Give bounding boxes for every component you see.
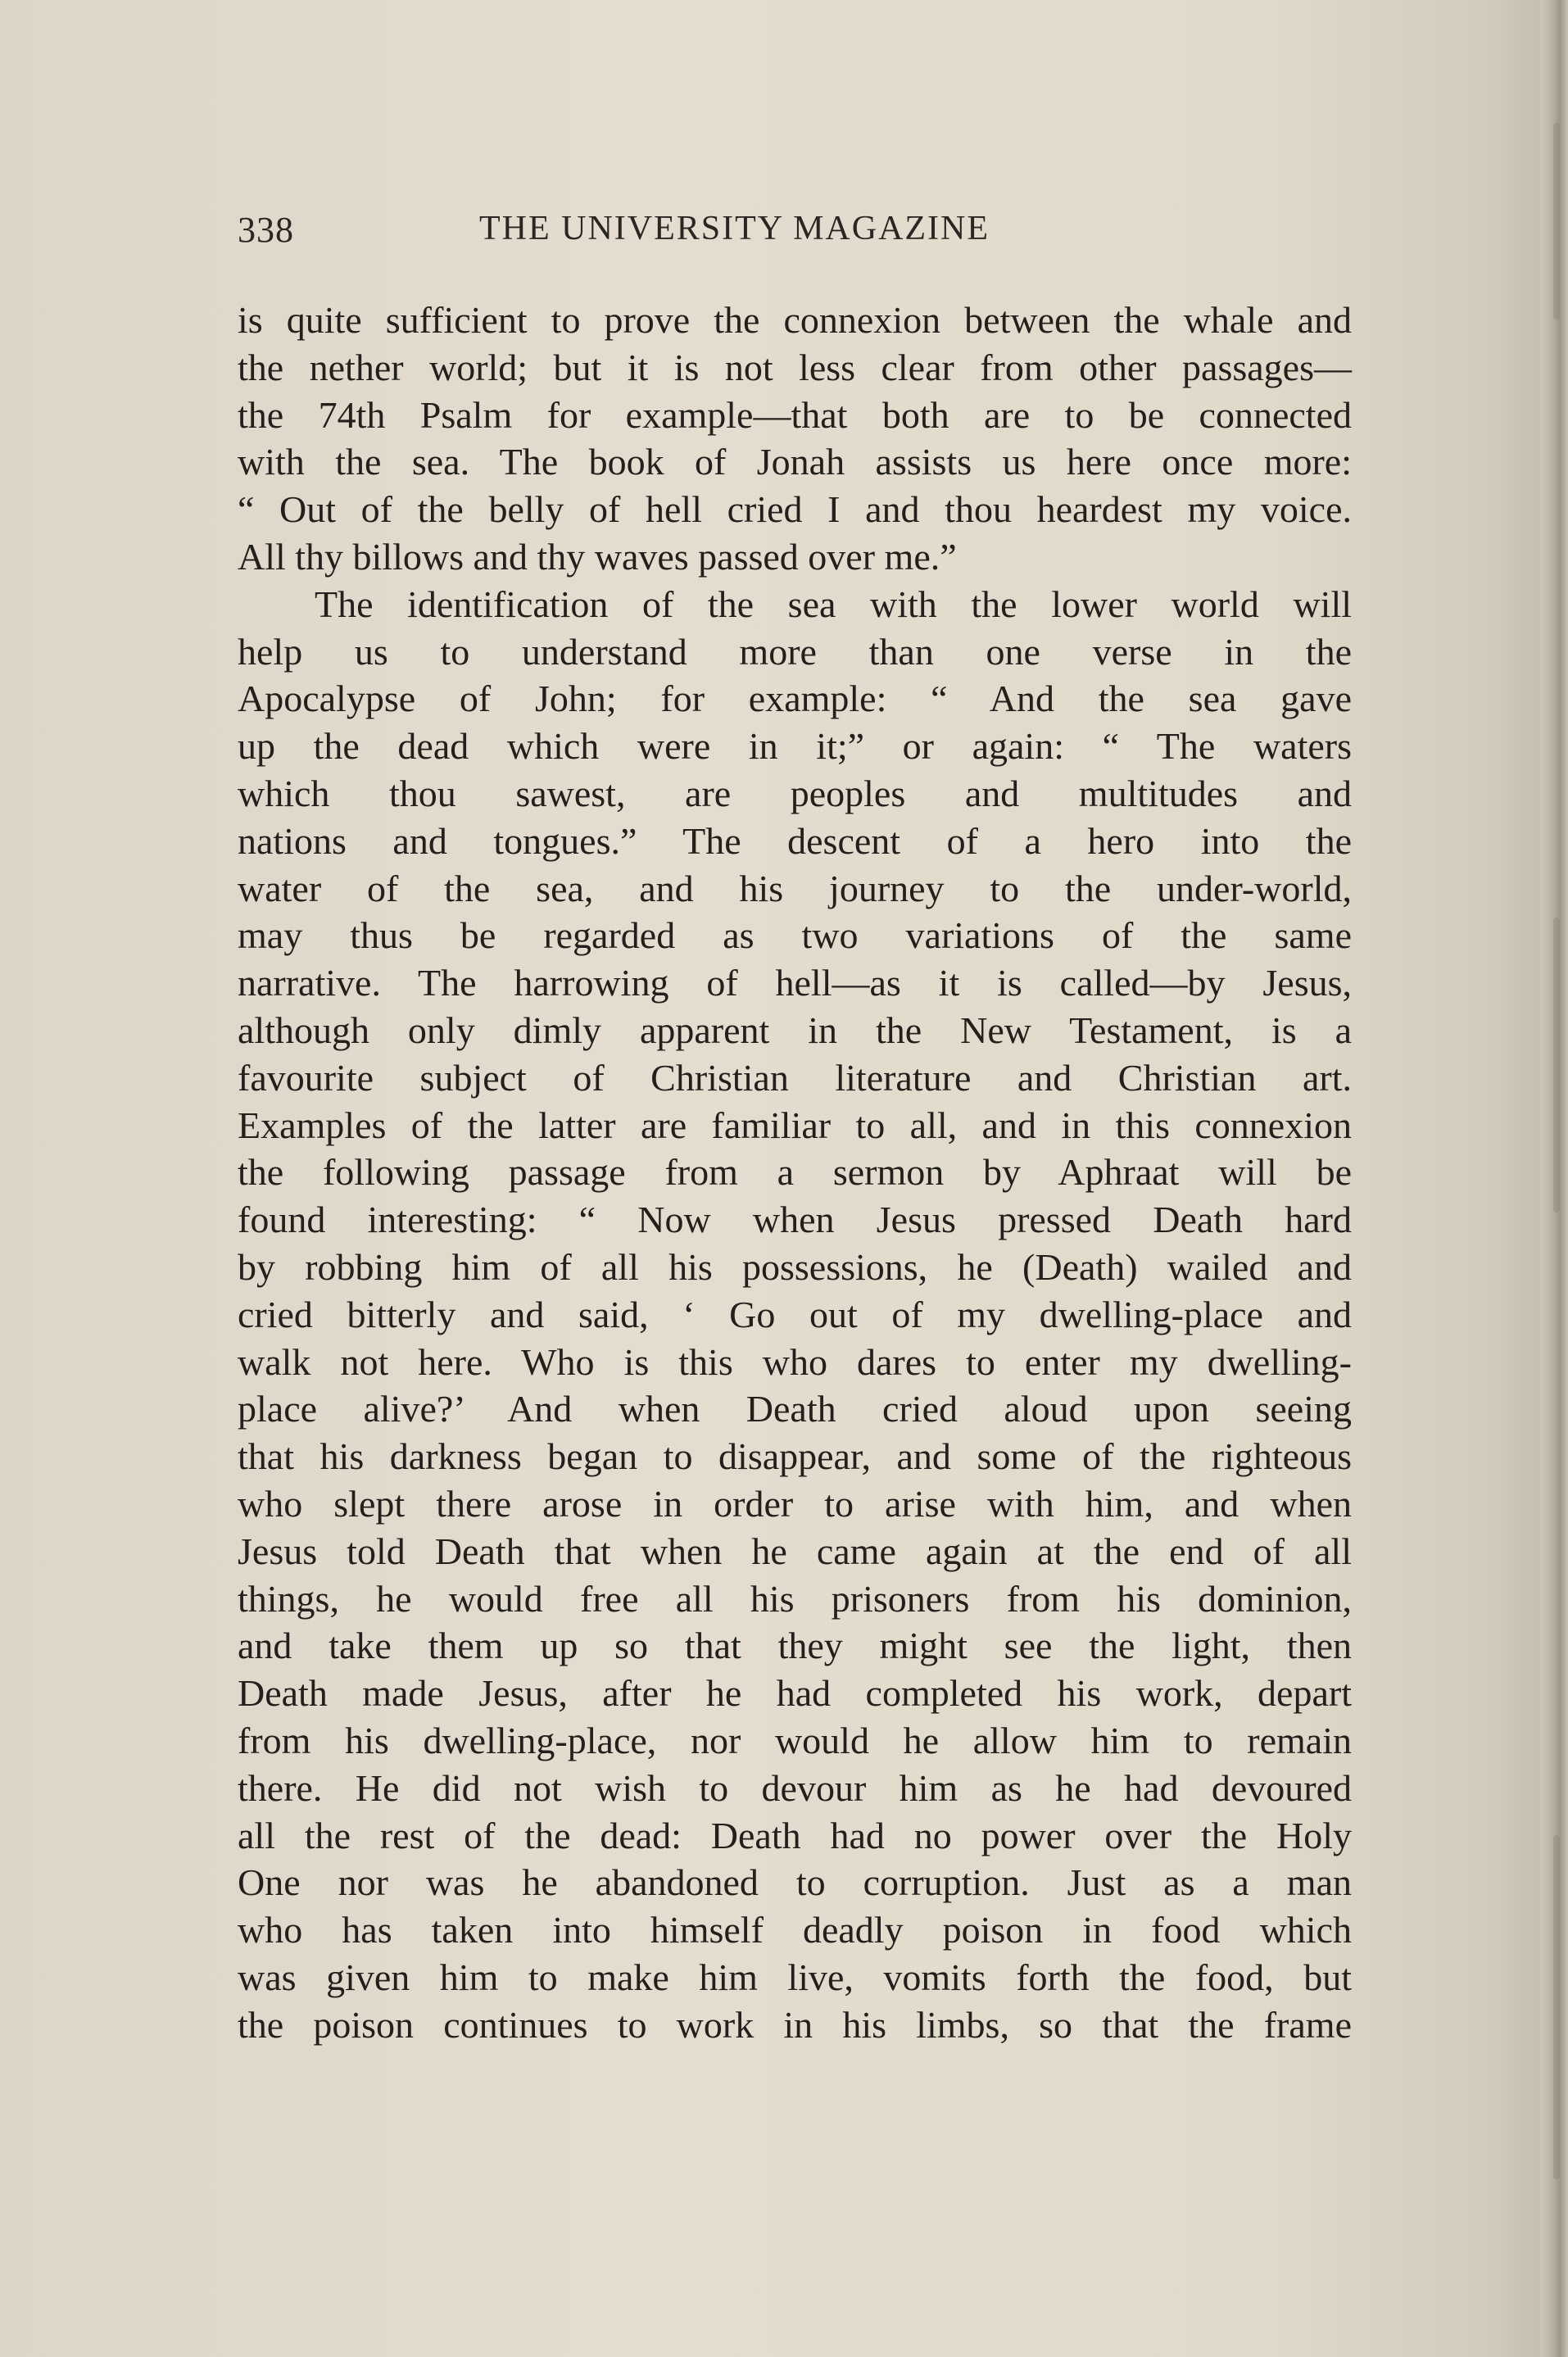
body-text — [238, 297, 1352, 2048]
text-line: who has taken into himself deadly poison in food which — [238, 1909, 1352, 1951]
text-line: by robbing him of all his possessions, he (Death) wailed and — [238, 1245, 1352, 1288]
text-line: place alive?’ And when Death cried aloud upon seeing — [238, 1388, 1352, 1430]
text-line: water of the sea, and his journey to the under-world, — [238, 867, 1352, 909]
page-edge-mark — [1553, 918, 1560, 1212]
text-line: up the dead which were in it;” or again: “ The waters — [238, 725, 1352, 768]
text-line: from his dwelling-place, nor would he allow him to remain — [238, 1719, 1352, 1761]
text-line: who slept there arose in order to arise with him, and when — [238, 1482, 1352, 1525]
text-line: the poison continues to work in his limbs, so that the frame — [238, 2003, 1352, 2046]
text-line: was given him to make him live, vomits forth the food, but — [238, 1956, 1352, 1998]
text-line: with the sea. The book of Jonah assists us here once more: — [238, 441, 1352, 483]
text-line: walk not here. Who is this who dares to enter my dwelling- — [238, 1340, 1352, 1383]
text-line: One nor was he abandoned to corruption. Just as a man — [238, 1861, 1352, 1904]
text-line: cried bitterly and said, ‘ Go out of my dwelling-place and — [238, 1293, 1352, 1335]
text-line: help us to understand more than one verse in the — [238, 630, 1352, 673]
text-line: the 74th Psalm for example—that both are to be connected — [238, 393, 1352, 436]
text-line: “ Out of the belly of hell cried I and thou heardest my voice. — [238, 488, 1352, 531]
page-number: 338 — [238, 210, 294, 250]
text-line: that his darkness began to disappear, and some of the righteous — [238, 1435, 1352, 1478]
text-line: is quite sufficient to prove the connexion between the whale and — [238, 299, 1352, 341]
text-line: which thou sawest, are peoples and multitudes and — [238, 772, 1352, 814]
running-title: THE UNIVERSITY MAGAZINE — [479, 210, 990, 247]
page-edge-mark — [1553, 1835, 1560, 2179]
text-line: narrative. The harrowing of hell—as it is called—by Jesus, — [238, 962, 1352, 1004]
text-line: all the rest of the dead: Death had no power over the Holy — [238, 1814, 1352, 1856]
text-line: the nether world; but it is not less clear from other passages— — [238, 346, 1352, 388]
page-edge — [1540, 0, 1568, 2357]
text-line: things, he would free all his prisoners from his dominion, — [238, 1577, 1352, 1620]
text-line: and take them up so that they might see the light, then — [238, 1625, 1352, 1667]
text-line: Jesus told Death that when he came again at the end of all — [238, 1530, 1352, 1572]
running-head — [238, 209, 1348, 258]
text-line: The identification of the sea with the lower world will — [315, 582, 1352, 625]
text-line: there. He did not wish to devour him as he had devoured — [238, 1766, 1352, 1809]
text-line: All thy billows and thy waves passed over me.” — [238, 535, 957, 578]
text-line: Examples of the latter are familiar to all, and in this connexion — [238, 1104, 1352, 1146]
text-line: the following passage from a sermon by Aphraat will be — [238, 1151, 1352, 1194]
page-edge-mark — [1553, 123, 1560, 320]
text-line: nations and tongues.” The descent of a hero into the — [238, 819, 1352, 862]
text-line: although only dimly apparent in the New Testament, is a — [238, 1009, 1352, 1051]
text-line: favourite subject of Christian literature and Christian art. — [238, 1056, 1352, 1099]
text-line: may thus be regarded as two variations of the same — [238, 914, 1352, 957]
text-line: Apocalypse of John; for example: “ And the sea gave — [238, 678, 1352, 720]
text-line: found interesting: “ Now when Jesus pressed Death hard — [238, 1199, 1352, 1241]
text-line: Death made Jesus, after he had completed his work, depart — [238, 1672, 1352, 1715]
